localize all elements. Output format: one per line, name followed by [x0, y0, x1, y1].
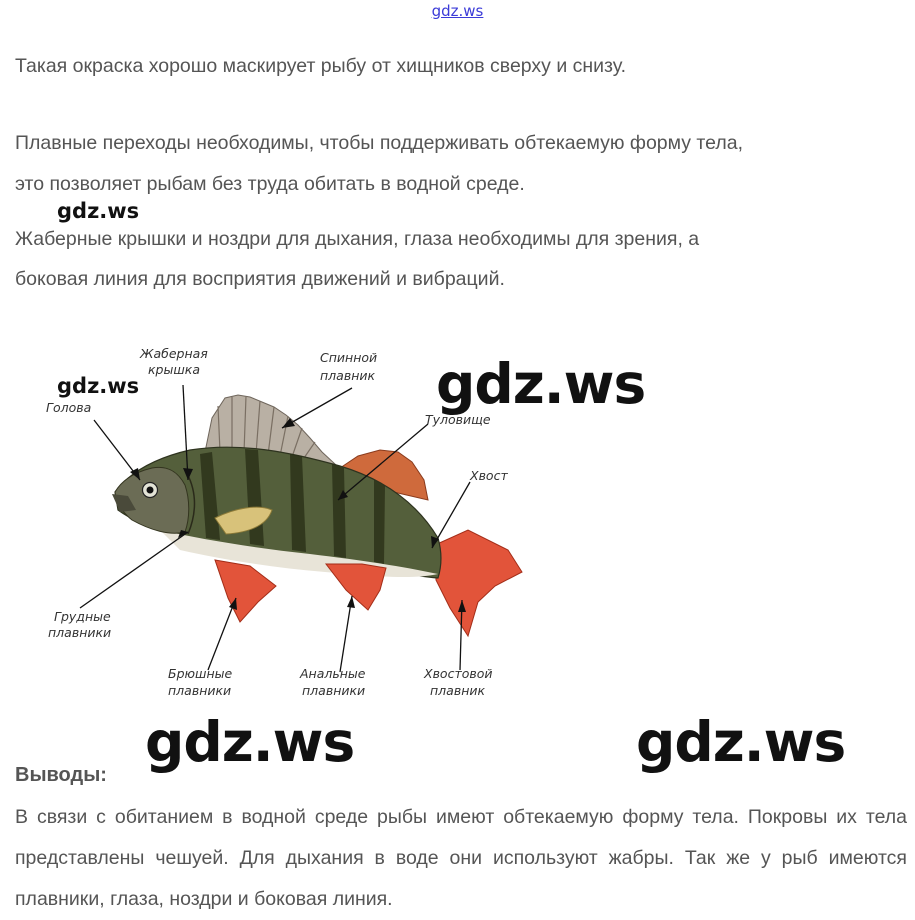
label-trunk: Туловище: [425, 412, 491, 427]
label-caudal-1: Хвостовой: [424, 666, 493, 681]
label-anal-2: плавники: [302, 683, 366, 698]
caudal-fin-shape: [435, 530, 522, 636]
label-pectoral-1: Грудные: [54, 609, 111, 624]
label-dorsal-fin-2: плавник: [320, 368, 376, 383]
paragraph-coloring: Такая окраска хорошо маскирует рыбу от хищников сверху и снизу.: [15, 55, 626, 77]
label-ventral-2: плавники: [168, 683, 232, 698]
label-anal-1: Анальные: [300, 666, 366, 681]
watermark-large: gdz.ws: [145, 710, 355, 774]
paragraph-organs-line-2: боковая линия для восприятия движений и вибраций.: [15, 268, 505, 290]
label-tail: Хвост: [470, 468, 508, 483]
anal-fin-shape: [326, 564, 386, 610]
conclusion-text: В связи с обитанием в водной среде рыбы имеют обтекаемую форму тела. Покровы их тела представлены чешуей. Для дыхания в воде они используют жабры. Так же у рыб имеются плавники, глаза, ноздри и боковая линия.: [15, 806, 907, 910]
watermark-small: gdz.ws: [57, 374, 140, 398]
conclusion-heading: Выводы:: [15, 764, 107, 786]
label-pectoral-2: плавники: [48, 625, 112, 640]
watermark-link-top[interactable]: gdz.ws: [431, 2, 484, 20]
watermark-small: gdz.ws: [57, 199, 140, 223]
ventral-fin-shape: [215, 560, 276, 622]
label-ventral-1: Брюшные: [168, 666, 233, 681]
label-gill-cover-1: Жаберная: [140, 346, 208, 361]
label-dorsal-fin-1: Спинной: [320, 350, 378, 365]
fish-pupil-shape: [147, 487, 154, 494]
label-head: Голова: [46, 400, 92, 415]
paragraph-transitions-line-1: Плавные переходы необходимы, чтобы поддерживать обтекаемую форму тела,: [15, 132, 743, 154]
label-gill-cover-2: крышка: [148, 362, 201, 377]
paragraph-organs-line-1: Жаберные крышки и ноздри для дыхания, глаза необходимы для зрения, а: [15, 228, 700, 250]
watermark-large: gdz.ws: [436, 352, 646, 416]
paragraph-transitions-line-2: это позволяет рыбам без труда обитать в водной среде.: [15, 173, 525, 195]
watermark-large: gdz.ws: [636, 710, 846, 774]
label-caudal-2: плавник: [430, 683, 486, 698]
